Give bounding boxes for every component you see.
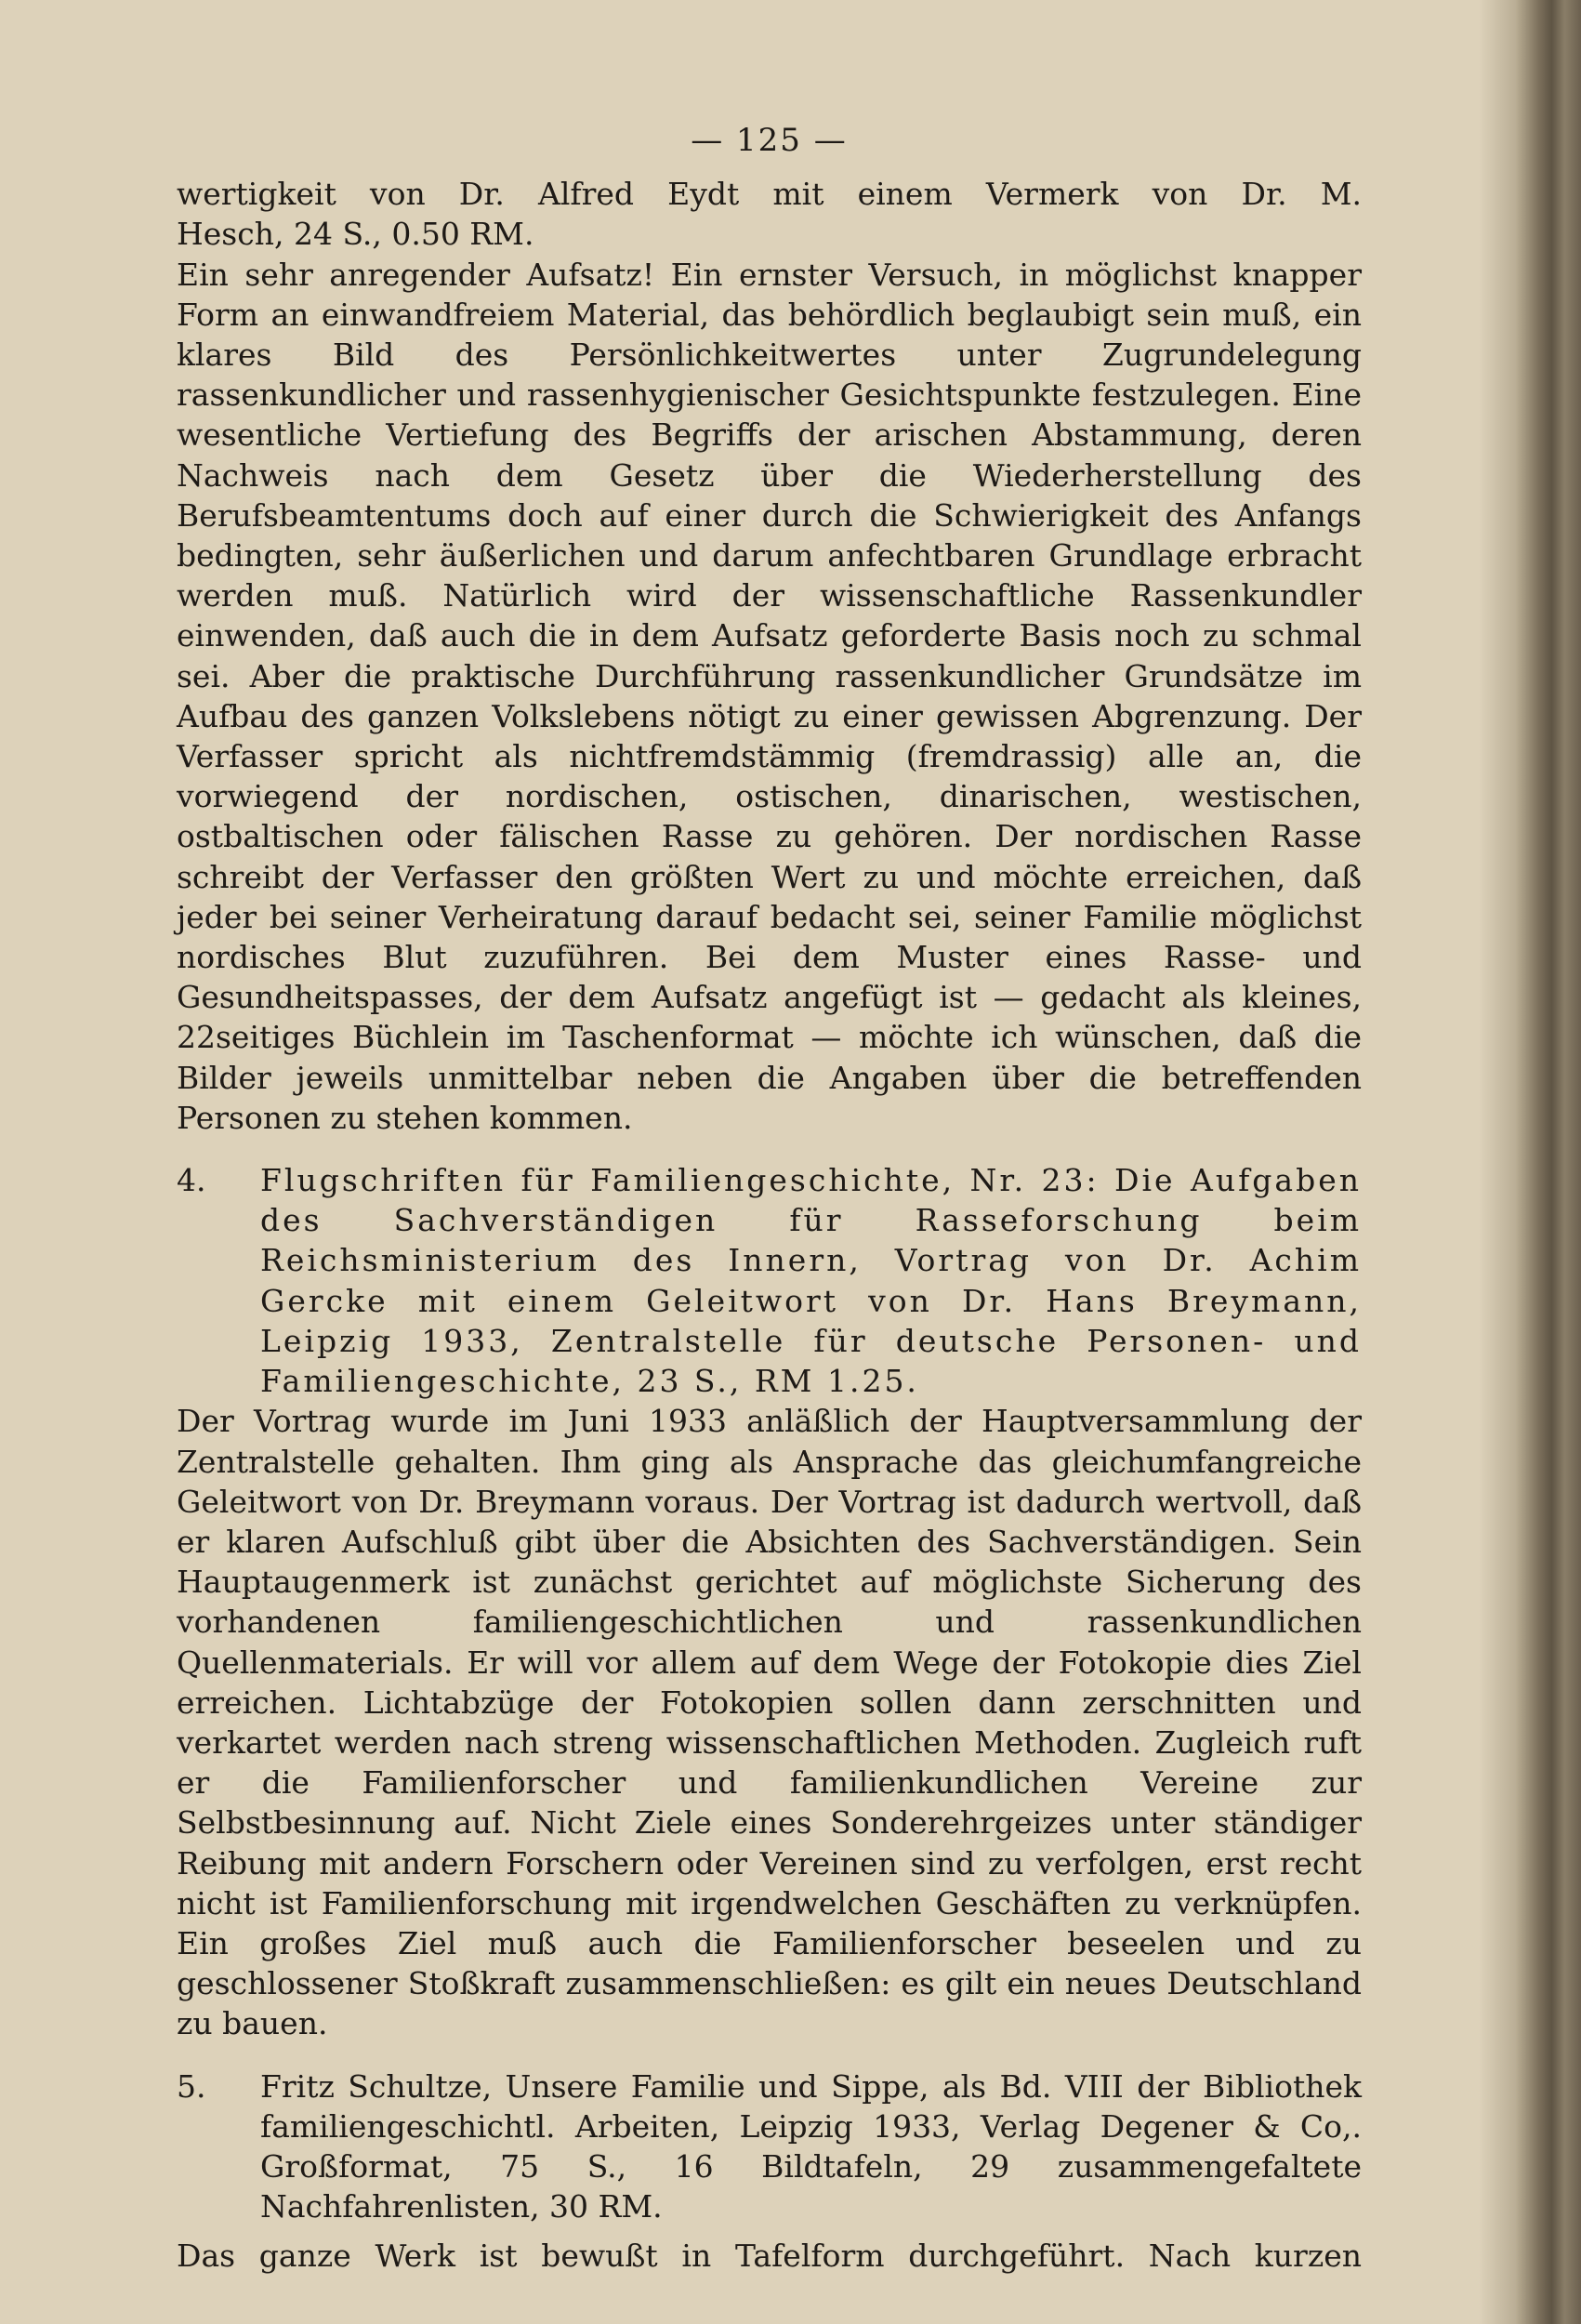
page-number: — 125 — bbox=[691, 122, 848, 159]
entry-number: 5. bbox=[177, 2067, 206, 2105]
entry-title: Fritz Schultze, Unsere Familie und Sippe, als Bd. VIII der Bibliothek familiengeschichtl. Arbeiten, Leipzig 1933, Verlag Degener & Co,. Großformat, 75 S., 16 Bildtafeln, 29 zusammengefaltete Nachfahrenlisten, 30 RM. bbox=[260, 2067, 1362, 2225]
page-edge bbox=[1516, 0, 1581, 2324]
page-gutter-shadow bbox=[1479, 0, 1516, 2324]
entry-title: Flugschriften für Familiengeschichte, Nr. 23: Die Aufgaben des Sachverständigen für Rasseforschung beim Reichsministerium des Innern, Vortrag von Dr. Achim Gercke mit einem Geleitwort von Dr. Hans Breymann, Leipzig 1933, Zentralstelle für deutsche Personen- und Familiengeschichte, 23 S., RM 1.25. bbox=[260, 1162, 1362, 1400]
page-content bbox=[177, 121, 1362, 2277]
bibliography-entry-4 bbox=[177, 1160, 1362, 1401]
bibliography-entry-5 bbox=[177, 2067, 1362, 2227]
intro-line-2: Hesch, 24 S., 0.50 RM. bbox=[177, 216, 534, 253]
last-line: Das ganze Werk ist bewußt in Tafelform durchgeführt. Nach kurzen bbox=[177, 2238, 1362, 2275]
intro-line-1: wertigkeit von Dr. Alfred Eydt mit einem Vermerk von Dr. M. bbox=[177, 176, 1362, 213]
entry-number: 4. bbox=[177, 1162, 206, 1199]
review-paragraph-1: Ein sehr anregender Aufsatz! Ein ernster Versuch, in möglichst knapper Form an einwandfreiem Material, das behördlich beglaubigt sein muß, ein klares Bild des Persönlichkeitwertes unter Zugrundelegung rassenkundlicher und rassenhygienischer Gesichtspunkte festzulegen. Eine wesentliche Vertiefung des Begriffs der arischen Abstammung, deren Nachweis nach dem Gesetz über die Wiederherstellung des Berufsbeamtentums doch auf einer durch die Schwierigkeit des Anfangs bedingten, sehr äußerlichen und darum anfechtbaren Grundlage erbracht werden muß. Natürlich wird der wissenschaftliche Rassenkundler einwenden, daß auch die in dem Aufsatz geforderte Basis noch zu schmal sei. Aber die praktische Durchführung rassenkundlicher Grundsätze im Aufbau des ganzen Volkslebens nötigt zu einer gewissen Abgrenzung. Der Verfasser spricht als nichtfremdstämmig (fremdrassig) alle an, die vorwiegend der nordischen, ostischen, dinarischen, westischen, ostbaltischen oder fälischen Rasse zu gehören. Der nordischen Rasse schreibt der Verfasser den größten Wert zu und möchte erreichen, daß jeder bei seiner Verheiratung darauf bedacht sei, seiner Familie möglichst nordisches Blut zuzuführen. Bei dem Muster eines Rasse- und Gesundheitspasses, der dem Aufsatz angefügt ist — gedacht als kleines, 22seitiges Büchlein im Taschenformat — möchte ich wünschen, daß die Bilder jeweils unmittelbar neben die Angaben über die betreffenden Personen zu stehen kommen. bbox=[177, 256, 1362, 1136]
review-paragraph-2: Der Vortrag wurde im Juni 1933 anläßlich der Hauptversammlung der Zentralstelle gehalten. Ihm ging als Ansprache das gleichumfangreiche Geleitwort von Dr. Breymann voraus. Der Vortrag ist dadurch wertvoll, daß er klaren Aufschluß gibt über die Absichten des Sachverständigen. Sein Hauptaugenmerk ist zunächst gerichtet auf möglichste Sicherung des vorhandenen familiengeschichtlichen und rassenkundlichen Quellenmaterials. Er will vor allem auf dem Wege der Fotokopie dies Ziel erreichen. Lichtabzüge der Fotokopien sollen dann zerschnitten und verkartet werden nach streng wissenschaftlichen Methoden. Zugleich ruft er die Familienforscher und familienkundlichen Vereine zur Selbstbesinnung auf. Nicht Ziele eines Sonderehrgeizes unter ständiger Reibung mit andern Forschern oder Vereinen sind zu verfolgen, erst recht nicht ist Familienforschung mit irgendwelchen Geschäften zu verknüpfen. Ein großes Ziel muß auch die Familienforscher beseelen und zu geschlossener Stoßkraft zusammenschließen: es gilt ein neues Deutschland zu bauen. bbox=[177, 1403, 1362, 2042]
